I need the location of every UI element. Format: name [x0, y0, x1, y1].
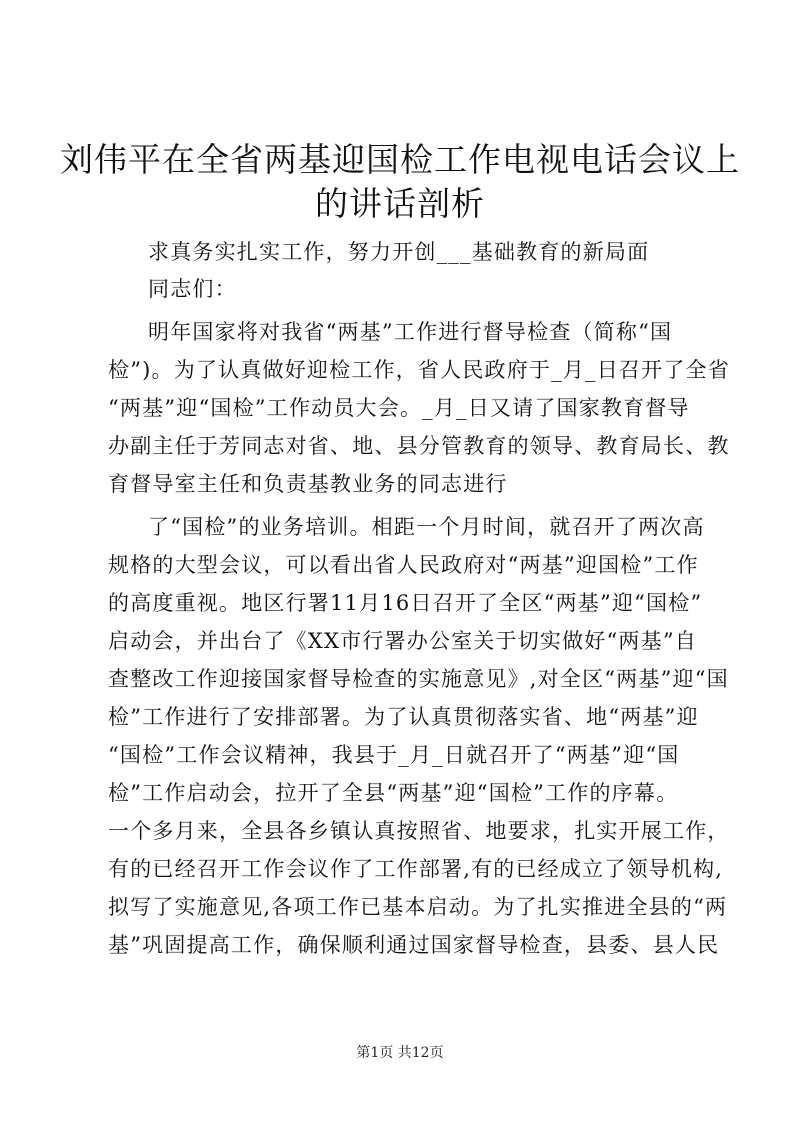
body-line: 基”巩固提高工作，确保顺利通过国家督导检查，县委、县人民: [108, 933, 720, 957]
document-title-line-2: 的讲话剖析: [315, 184, 485, 223]
subtitle-line: 求真务实扎实工作，努力开创___基础教育的新局面: [148, 240, 650, 264]
body-line: 了“国检”的业务培训。相距一个月时间，就召开了两次高: [148, 515, 705, 539]
body-line: 检”工作启动会，拉开了全县“两基”迎“国检”工作的序幕。: [108, 781, 679, 805]
body-line: 办副主任于芳同志对省、地、县分管教育的领导、教育局长、教: [108, 434, 730, 458]
body-line: 检”)。为了认真做好迎检工作，省人民政府于_月_日召开了全省: [108, 358, 730, 382]
body-line: 的高度重视。地区行署11月16日召开了全区“两基”迎“国检”: [108, 591, 703, 615]
body-line: 启动会，并出台了《XX市行署办公室关于切实做好“两基”自: [108, 629, 697, 653]
body-line: “国检”工作会议精神，我县于_月_日就召开了“两基”迎“国: [108, 743, 680, 767]
body-line: 明年国家将对我省“两基”工作进行督导检查（简称“国: [148, 320, 673, 344]
document-title-line-1: 刘伟平在全省两基迎国检工作电视电话会议上: [60, 140, 740, 179]
body-line: 拟写了实施意见,各项工作已基本启动。为了扎实推进全县的“两: [108, 895, 728, 919]
salutation-line: 同志们：: [148, 277, 237, 301]
body-line: 有的已经召开工作会议作了工作部署,有的已经成立了领导机构,: [108, 857, 724, 881]
body-line: 育督导室主任和负责基教业务的同志进行: [108, 472, 508, 496]
body-line: 一个多月来，全县各乡镇认真按照省、地要求，扎实开展工作，: [108, 819, 730, 843]
body-line: “两基”迎“国检”工作动员大会。_月_日又请了国家教育督导: [108, 396, 690, 420]
body-line: 规格的大型会议，可以看出省人民政府对“两基”迎国检”工作: [108, 553, 699, 577]
body-line: 查整改工作迎接国家督导检查的实施意见》,对全区“两基”迎“国: [108, 667, 729, 691]
page-number-footer: 第1页 共12页: [356, 1045, 444, 1061]
body-line: 检”工作进行了安排部署。为了认真贯彻落实省、地“两基”迎: [108, 705, 699, 729]
